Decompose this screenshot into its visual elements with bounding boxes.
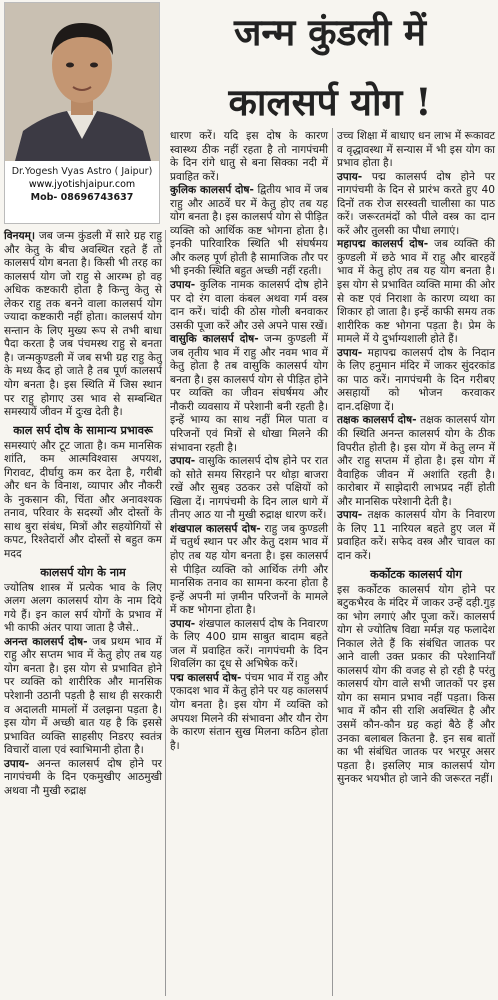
paragraph-label: वासुकि कालसर्प दोष- (170, 333, 259, 346)
section-heading: कालसर्प योग के नाम (40, 565, 126, 579)
paragraph (170, 184, 328, 279)
paragraph-label: महापद्म कालसर्प दोष- (337, 238, 429, 251)
paragraph-text: वासुकि कालसर्प दोष होने पर रात को सोते समय सिरहाने पर थोड़ा बाजरा रखें और सुबह उठकर उसे पक्षियों को खिला दें। नागपंचमी के दिन लाल धागे में तीनए आठ या नौ मुखी रुद्राक्ष धारण करें। (170, 455, 328, 522)
paragraph-text: जब जन्म कुंडली में सारे ग्रह राहु और केतु के बीच अवस्थित रहते हैं तो कालसर्प योग बनता है। किसी भी तरह का कालसर्प योग जो राहु से आरम्भ हो वह अधिक कष्टकारी होता है किन्तु केतु से लेकर राहु तक बनने वाला कालसर्प योग ज्यादा कष्टकारी नहीं होता। कालसर्प योग सन्तान के लिए मुख्य रूप से तभी बाधा पैदा करता है जब पंचमस्थ राहु से बनता है। जन्मकुण्डली में जब सभी ग्रह राहु केतु के मध्य कैद हो जाते है तब पूर्ण कालसर्प योग बनता है। इस स्थिति में जिस स्थान पर राहु होगाए उस भाव से सम्बन्धित समस्यायें जीवन में दुःख देती है। (4, 230, 162, 419)
paragraph (170, 618, 328, 672)
paragraph-text: जन्म कुण्डली में जब तृतीय भाव में राहु और नवम भाव में केतु होता है तब वासुकि कालसर्प योग बनता है। इस कालसर्प योग से पीड़ित होने पर व्यक्ति का जीवन संघर्षमय और नौकरी व्यवसाय में परेशानी बनी रहती है। इन्हें भाग्य का साथ नहीं मिल पाता व परिजनों एवं मित्रों से धोखा मिलने की संभावना रहती है। (170, 333, 329, 454)
paragraph-text: जब प्रथम भाव में राहु और सप्तम भाव में केतु होए तब यह योग बनता है। इस योग से प्रभावित होने पर व्यक्ति को शारीरिक और मानसिक परेशानी उठानी पड़ती है साथ ही सरकारी व अदालती मामलों में उलझना पड़ता है। इस योग में अच्छी बात यह है कि इससे प्रभावित व्यक्ति साहसीए निडरए स्वतंत्र विचारों वाला एवं स्वाभिमानी होता है। (4, 635, 162, 757)
paragraph-label: अनन्त कालसर्प दोष- (4, 635, 88, 648)
paragraph-text: पद्म कालसर्प दोष होने पर नागपंचमी के दिन से प्रारंभ करते हुए 40 दिनों तक रोज सरस्वती चालीसा का पाठ करें। जरूरतमंदों को पीले वस्त्र का दान करें और तुलसी का पौधा लगाएं। (337, 170, 495, 237)
paragraph: धारण करें। यदि इस दोष के कारण स्वास्थ्य ठीक नहीं रहता है तो नागपंचमी के दिन रांगे धातु से बना सिक्का नदी में प्रवाहित करें। (170, 130, 328, 183)
paragraph (337, 238, 495, 346)
paragraph-text: द्वितीय भाव में जब राहु और आठवें घर में केतु होए तब यह योग बनता है। इस कालसर्प योग से पीड़ित व्यक्ति को आर्थिक कष्ट भोगना होता है। इनकी पारिवारिक स्थिति भी संघर्षमय और कलह पूर्ण होती है सामाजिक तौर पर भी इनकी स्थिति बहुत अच्छी नहीं रहती। (170, 184, 328, 278)
paragraph-text: महापद्म कालसर्प दोष के निदान के लिए हनुमान मंदिर में जाकर सुंदरकांड का पाठ करें। नागपंचमी के दिन गरीबए असहायों को भोजन करवाकर दान.दक्षिणा दें। (337, 346, 495, 413)
paragraph: ज्योतिष शास्त्र में प्रत्येक भाव के लिए अलग अलग कालसर्प योग के नाम दिये गये हैं। इन काल सर्प योगों के प्रभाव में भी काफी अंतर पाया जाता है जैसे.. (4, 581, 162, 635)
paragraph-text: तक्षक कालसर्प योग के निवारण के लिए 11 नारियल बहते हुए जल में प्रवाहित करें। सफेद वस्त्र और चावल का दान करें। (337, 509, 495, 562)
paragraph-text: अनन्त कालसर्प दोष होने पर नागपंचमी के दिन एकमुखीए आठमुखी अथवा नौ मुखी रुद्राक्ष (4, 757, 162, 797)
headline-line-2: कालसर्प योग ! (228, 80, 432, 124)
column-divider (165, 230, 166, 996)
paragraph (170, 279, 328, 333)
paragraph-label: पद्म कालसर्प दोष- (170, 671, 242, 684)
paragraph (170, 455, 328, 523)
paragraph (337, 171, 495, 239)
paragraph-label: तक्षक कालसर्प दोष- (337, 414, 417, 427)
paragraph-label: उपाय- (4, 757, 30, 770)
author-profile (4, 2, 160, 224)
paragraph-text: राहु जब कुण्डली में चतुर्थ स्थान पर और केतु दशम भाव में होए तब यह योग बनता है। इस कालसर्प से पीड़ित व्यक्ति को आर्थिक तंगी और मानसिक तनाव का सामना करना होता है इन्हें अपनी मां ज़मीन परिजनों के मामले में कष्ट भोगना होता है। (170, 522, 328, 617)
article-column-3 (337, 130, 495, 787)
headline (165, 4, 495, 130)
paragraph: इस कर्कोटक कालसर्प योग होने पर बटुकभैरव के मंदिर में जाकर उन्हें दही.गुड़ का भोग लगाएं और पूजा करें। कालसर्प योग से ज्योतिष विद्या मर्मज्ञ यह फलादेश निकाल लेते हैं कि संबंधित जातक पर आने वाली उक्त प्रकार की परेशानियाँ कालसर्प योग की वजह से हो रही है परंतु कालसर्प योग वाले सभी जातकों पर इस योग का समान प्रभाव नहीं पड़ता। किस भाव में कौन सी राशि अवस्थित है और उसमें कौन-कौन ग्रह कहां बैठे हैं और उनका बलाबल कितना है. इन सब बातों का भी संबंधित जातक पर भरपूर असर पड़ता है। इसलिए मात्र कालसर्प योग सुनकर भयभीत हो जाने की जरूरत नहीं। (337, 583, 495, 786)
author-mobile: Mob- 08696743637 (30, 192, 134, 203)
section-heading: काल सर्प दोष के सामान्य प्रभावरू (13, 423, 153, 437)
article-column-1 (4, 230, 162, 798)
paragraph-label: विनयम्। (4, 230, 36, 242)
paragraph (170, 523, 328, 618)
paragraph: समस्याएं और टूट जाता है। कम मानसिक शांति, कम आत्मविश्वास अपयश, गिरावट, दीर्घायु कम कर देता है, गरीबी और धन के विनाश, व्यापार और नौकरी के नुकसान की, चिंता और अनावश्यक तनाव, परिवार के सदस्यों और दोस्तों के साथ बुरा संबंध, मित्रों और सहयोगियों से कपट, रिश्तेदारों और दोस्तों से बहुत कम मदद (4, 439, 162, 561)
author-website[interactable]: www.jyotishjaipur.com (28, 179, 136, 190)
paragraph-text: तक्षक कालसर्प योग की स्थिति अनन्त कालसर्प योग के ठीक विपरीत होती है। इस योग में केतु लग्न में और राहु सप्तम में होता है। इस योग में वैवाहिक जीवन में अशांति रहती है। कारोबार में साझेदारी लाभप्रद नहीं होती और मानसिक परेशानी देती है। (337, 414, 495, 508)
paragraph-label: उपाय- (170, 455, 196, 468)
paragraph (337, 347, 495, 415)
author-photo (5, 3, 159, 161)
paragraph (170, 333, 328, 455)
author-name: Dr.Yogesh Vyas Astro ( Jaipur) (11, 166, 153, 177)
paragraph (337, 414, 495, 509)
person-portrait-icon (5, 3, 159, 161)
headline-line-1: जन्म कुंडली में (233, 10, 427, 54)
paragraph (4, 758, 162, 799)
paragraph (4, 230, 162, 420)
section-heading: कर्कोटक कालसर्प योग (370, 567, 462, 581)
article-column-2 (170, 130, 328, 753)
paragraph-text: शंखपाल कालसर्प दोष के निवारण के लिए 400 ग्राम साबुत बादाम बहते जल में प्रवाहित करें। नागपंचमी के दिन शिवलिंग का दूध से अभिषेक करें। (170, 617, 328, 671)
paragraph-text: कुलिक नामक कालसर्प दोष होने पर दो रंग वाला कंबल अथवा गर्म वस्त्र दान करें। चांदी की ठोस गोली बनवाकर उसकी पूजा करें और उसे अपने पास रखें। (170, 279, 328, 332)
column-divider (332, 128, 333, 996)
paragraph-text: जब व्यक्ति की कुण्डली में छठे भाव में राहु और बारहवें भाव में केतु होए तब यह योग बनता है। इस योग से प्रभावित व्यक्ति मामा की ओर से कष्ट एवं निराशा के कारण व्यथा का शिकार हो जाता है। इन्हें काफी समय तक शारीरिक कष्ट भोगना पड़ता है। प्रेम के मामले में ये दुर्भाग्यशाली होते हैं। (337, 238, 495, 346)
paragraph-label: कुलिक कालसर्प दोष- (170, 184, 254, 197)
paragraph (337, 509, 495, 563)
paragraph-text: पंचम भाव में राहु और एकादश भाव में केतु होने पर यह कालसर्प योग बनता है। इस योग में व्यक्ति को अपयश मिलने की संभावना और यौन रोग के कारण संतान सुख मिलना कठिन होता है। (170, 671, 328, 752)
paragraph-label: उपाय- (337, 346, 363, 359)
paragraph-label: उपाय- (337, 509, 363, 522)
paragraph (4, 636, 162, 758)
paragraph (170, 672, 328, 753)
paragraph: उच्च शिक्षा में बाधाए धन लाभ में रूकावट व वृद्धावस्था में सन्यास में भी इस योग का प्रभाव होता है। (337, 130, 495, 170)
paragraph-label: उपाय- (170, 617, 196, 630)
paragraph-label: उपाय- (337, 170, 363, 183)
paragraph-label: उपाय- (170, 279, 196, 292)
paragraph-label: शंखपाल कालसर्प दोष- (170, 522, 261, 535)
